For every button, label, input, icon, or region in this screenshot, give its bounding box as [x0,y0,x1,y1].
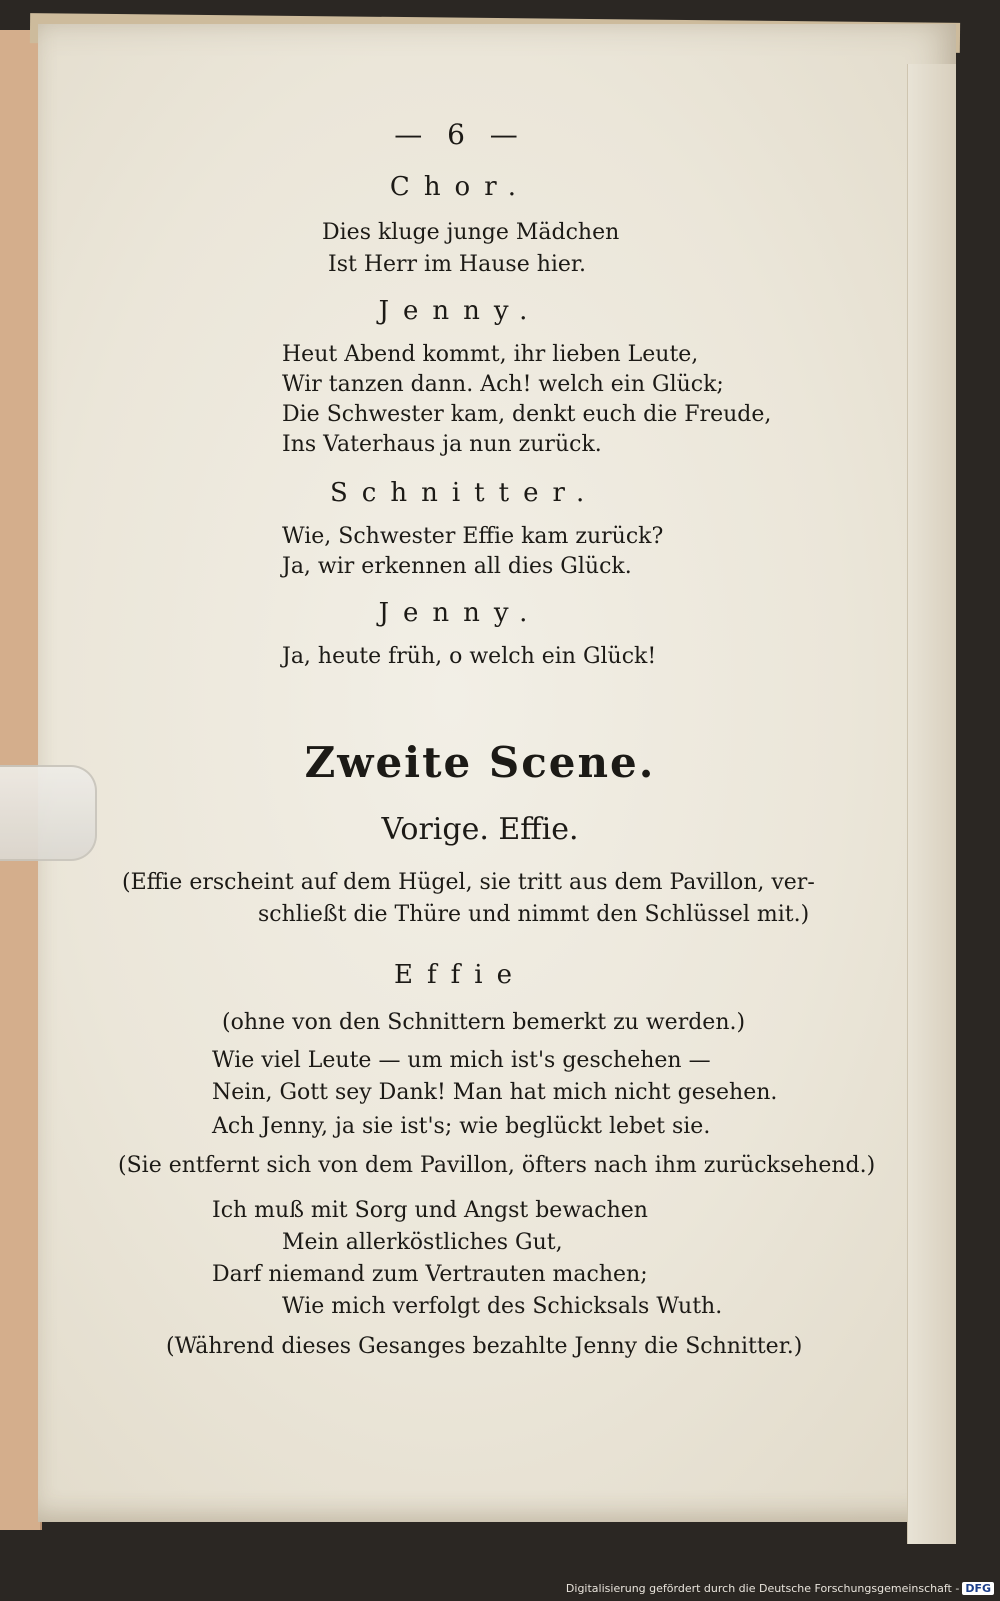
verse-line: Wie viel Leute — um mich ist's geschehen — [212,1048,711,1073]
page-number: — 6 — [394,118,526,151]
speaker-jenny: Jenny. [378,296,542,326]
verse-line: Ja, heute früh, o welch ein Glück! [282,644,657,669]
stage-direction: (Effie erscheint auf dem Hügel, sie tritt aus dem Pavillon, ver- [122,870,815,895]
stage-direction: (Sie entfernt sich von dem Pavillon, öfters nach ihm zurücksehend.) [118,1153,876,1178]
digitization-footer [566,1582,994,1595]
stage-direction: schließt die Thüre und nimmt den Schlüssel mit.) [258,902,810,927]
verse-line: Ja, wir erkennen all dies Glück. [282,554,632,579]
verse-line: Mein allerköstliches Gut, [282,1230,563,1255]
verse-line: Ach Jenny, ja sie ist's; wie beglückt lebet sie. [212,1114,711,1139]
page-gutter [907,64,956,1544]
scene-persons: Vorige. Effie. [381,812,579,847]
verse-line: Wie mich verfolgt des Schicksals Wuth. [282,1294,723,1319]
footer-text: Digitalisierung gefördert durch die Deutsche Forschungsgemeinschaft - [565,1582,960,1595]
verse-line: Ins Vaterhaus ja nun zurück. [282,432,602,457]
verse-line: Darf niemand zum Vertrauten machen; [212,1262,648,1287]
scene-title: Zweite Scene. [304,738,656,787]
speaker-jenny: Jenny. [378,598,542,628]
speaker-effie: Effie [394,960,526,990]
verse-line: Ist Herr im Hause hier. [328,252,587,277]
verse-line: Wir tanzen dann. Ach! welch ein Glück; [282,372,724,397]
verse-line: Die Schwester kam, denkt euch die Freude, [282,402,772,427]
plastic-clip [0,765,97,861]
verse-line: Wie, Schwester Effie kam zurück? [282,524,664,549]
verse-line: Dies kluge junge Mädchen [322,220,620,245]
stage-direction: (Während dieses Gesanges bezahlte Jenny die Schnitter.) [166,1334,803,1359]
speaker-chor: Chor. [389,172,531,202]
stage-note: (ohne von den Schnittern bemerkt zu werden.) [222,1010,746,1035]
verse-line: Nein, Gott sey Dank! Man hat mich nicht gesehen. [212,1080,778,1105]
dfg-logo: DFG [962,1582,994,1595]
verse-line: Heut Abend kommt, ihr lieben Leute, [282,342,699,367]
speaker-schnitter: Schnitter. [330,478,599,508]
verse-line: Ich muß mit Sorg und Angst bewachen [212,1198,648,1223]
